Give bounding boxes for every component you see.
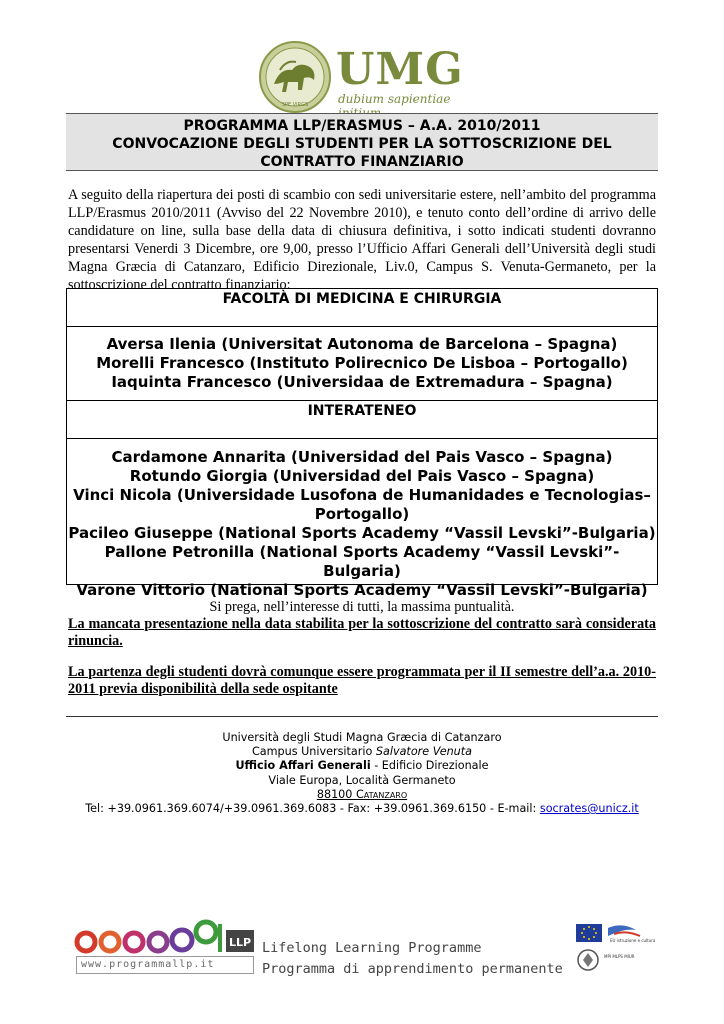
contact-line: Tel: +39.0961.369.6074/+39.0961.369.6083 - Fax: +39.0961.369.6150 - E-mail: socrates@unicz.it xyxy=(85,802,639,816)
intro-paragraph: A seguito della riapertura dei posti di scambio con sedi universitarie estere, nell’ambito del programma LLP/Erasmus 2010/2011 (Avviso del 22 Novembre 2010), e tenuto conto dell’ordine di arrivo delle candidature on line, sulla base della data di chiusura definitiva, i sotto indicati studenti dovranno presentarsi Venerdi 3 Dicembre, ore 9,00, presso l’Ufficio Affari Generali dell’Università degli studi Magna Græcia di Catanzaro, Edificio Direzionale, Liv.0, Campus S. Venuta-Germaneto, per la sottoscrizione del contratto finanziario: xyxy=(68,187,656,293)
student-entry: Cardamone Annarita (Universidad del Pais Vasco – Spagna) xyxy=(111,448,613,466)
campus-line: Campus Universitario Salvatore Venuta xyxy=(251,745,473,759)
title-line-1: PROGRAMMA LLP/ERASMUS – A.A. 2010/2011 xyxy=(183,118,541,134)
section-heading-interateneo: INTERATENEO xyxy=(67,401,657,439)
city-line: 88100 Catanzaro xyxy=(316,787,408,801)
student-list-interateneo xyxy=(67,439,657,599)
document-title xyxy=(66,113,658,171)
student-entry: Iaquinta Francesco (Universidaa de Extremadura – Spagna) xyxy=(111,373,613,391)
umg-seal-icon xyxy=(258,40,332,114)
university-name: Università degli Studi Magna Græcia di Catanzaro xyxy=(222,731,502,744)
svg-text:SPE VIRGS: SPE VIRGS xyxy=(281,102,309,108)
umg-logo xyxy=(258,40,468,116)
institutional-logos xyxy=(574,922,664,982)
street-line: Viale Europa, Località Germaneto xyxy=(268,773,456,787)
student-entry: Vinci Nicola (Universidade Lusofona de Humanidades e Tecnologias– Portogallo) xyxy=(73,486,651,523)
students-table xyxy=(66,288,658,599)
svg-text:EU istruzione e cultura: EU istruzione e cultura xyxy=(610,938,656,943)
absence-warning: La mancata presentazione nella data stabilita per la sottoscrizione del contratto sarà considerata rinuncia. xyxy=(68,616,656,649)
student-entry: Aversa Ilenia (Universitat Autonoma de Barcelona – Spagna) xyxy=(106,335,618,353)
svg-text:MPI MLPS MIUR: MPI MLPS MIUR xyxy=(604,954,635,959)
llp-tagline-it: Programma di apprendimento permanente xyxy=(262,961,563,977)
student-entry: Morelli Francesco (Instituto Polirecnico De Lisboa – Portogallo) xyxy=(96,354,628,372)
divider xyxy=(66,716,658,717)
student-entry: Varone Vittorio (National Sports Academy “Vassil Levski”-Bulgaria) xyxy=(76,581,648,599)
llp-tagline xyxy=(262,938,563,980)
address-block xyxy=(40,731,684,816)
title-line-3: CONTRATTO FINANZIARIO xyxy=(260,154,464,170)
umg-motto: dubium sapientiae xyxy=(338,92,451,106)
eu-flag-icon xyxy=(574,922,664,982)
llp-letters-icon xyxy=(74,916,258,956)
llp-url[interactable]: www.programmallp.it xyxy=(76,956,254,974)
student-list-medicina xyxy=(67,327,657,401)
student-entry: Pallone Petronilla (National Sports Academy “Vassil Levski”-Bulgaria) xyxy=(104,543,620,580)
svg-text:LLP: LLP xyxy=(228,936,252,949)
student-entry: Rotundo Giorgia (Universidad del Pais Vasco – Spagna) xyxy=(129,467,595,485)
office-line: Ufficio Affari Generali - Edificio Direzionale xyxy=(235,759,489,773)
student-entry: Pacileo Giuseppe (National Sports Academy “Vassil Levski”-Bulgaria) xyxy=(68,524,656,542)
email-link[interactable]: socrates@unicz.it xyxy=(539,802,639,816)
section-heading-medicina: FACOLTÀ DI MEDICINA E CHIRURGIA xyxy=(67,289,657,327)
departure-notice: La partenza degli studenti dovrà comunque essere programmata per il II semestre dell’a.a. 2010-2011 previa disponibilità della sede ospitante xyxy=(68,664,656,697)
llp-tagline-en: Lifelong Learning Programme xyxy=(262,940,482,956)
closing-notes xyxy=(68,599,656,698)
title-line-2: CONVOCAZIONE DEGLI STUDENTI PER LA SOTTOSCRIZIONE DEL xyxy=(112,136,612,152)
umg-wordmark: UMG xyxy=(336,44,464,95)
punctuality-request: Si prega, nell’interesse di tutti, la massima puntualità. xyxy=(209,599,515,615)
